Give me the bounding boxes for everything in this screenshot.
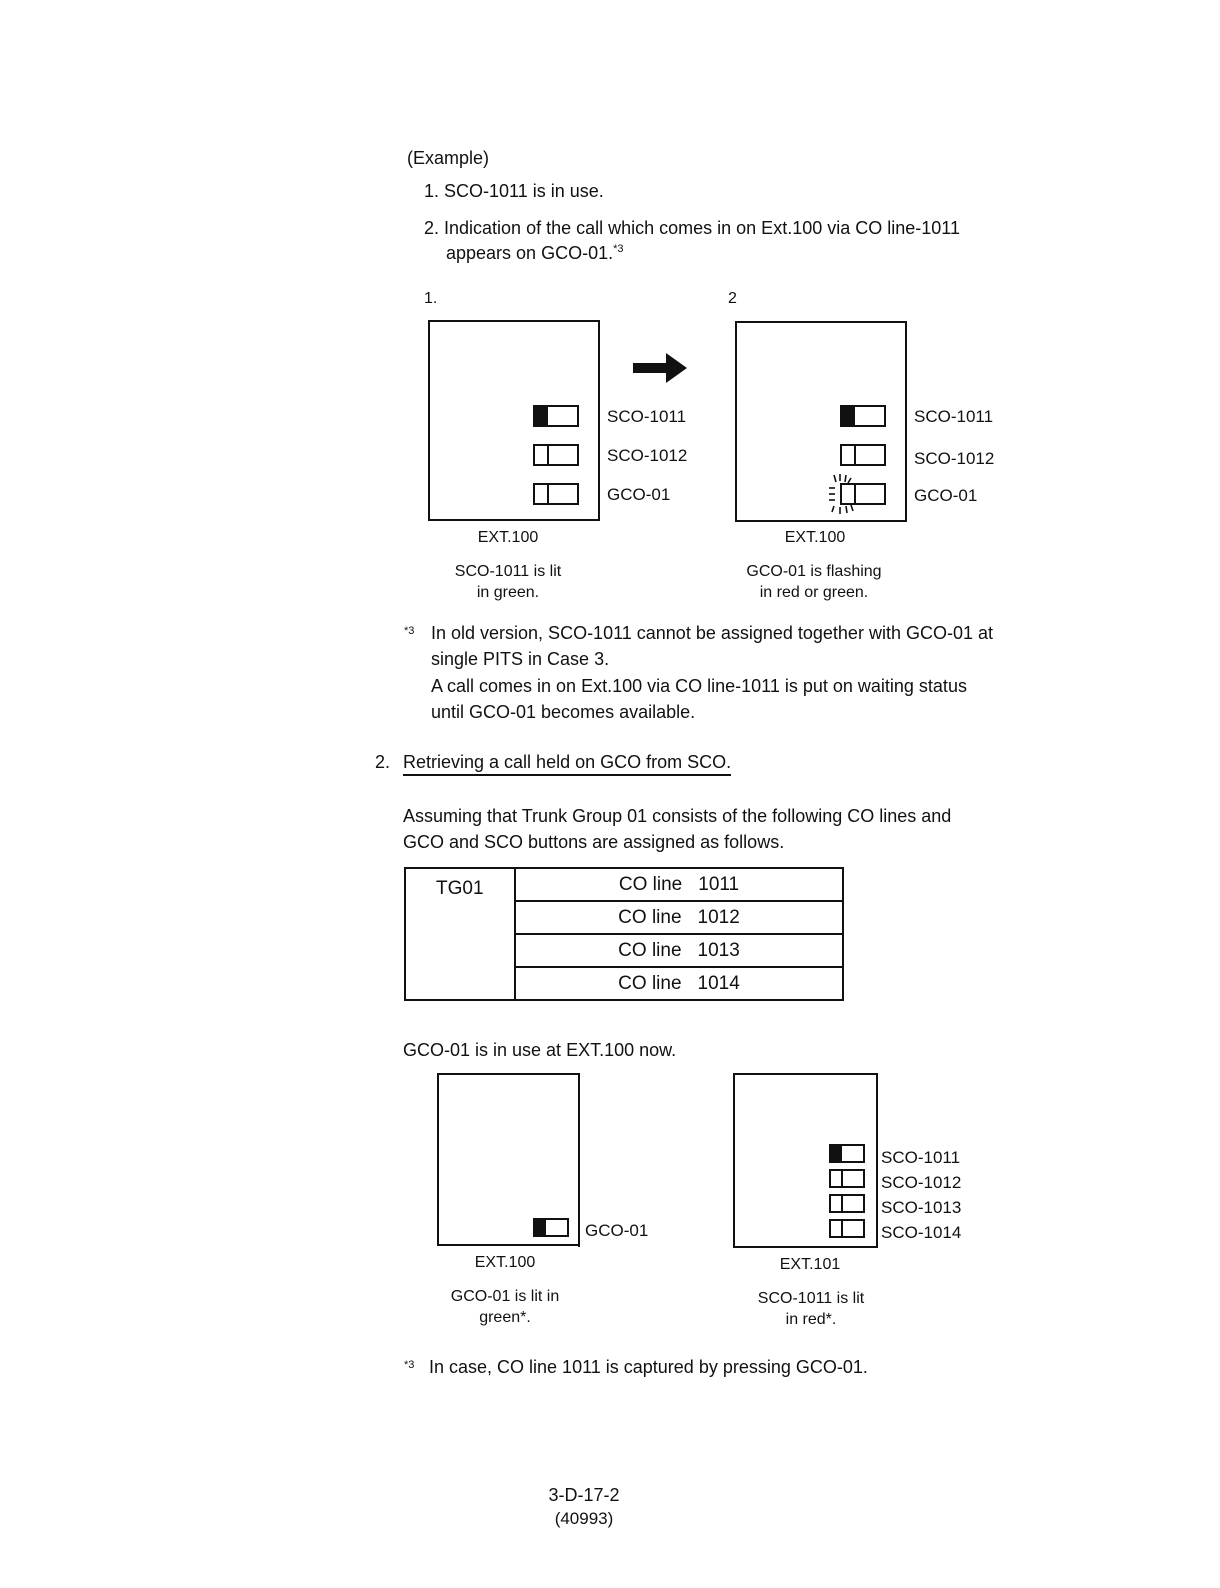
section-2-title-text: Retrieving a call held on GCO from SCO. xyxy=(403,752,731,776)
co-line-cell xyxy=(515,967,843,1000)
lamp-lit-indicator xyxy=(842,407,855,425)
label-divider xyxy=(876,1142,878,1247)
section-2-paragraph-line-2: GCO and SCO buttons are assigned as follows. xyxy=(403,832,785,852)
co-line-number: 1012 xyxy=(697,906,740,928)
ext-100-caption-line-2: green*. xyxy=(479,1309,531,1326)
button-label-sco-1014: SCO-1014 xyxy=(881,1223,962,1242)
example-item-2-line-1: 2. Indication of the call which comes in on Ext.100 via CO line-1011 xyxy=(424,218,960,238)
sco-1011-button-lit[interactable] xyxy=(829,1144,865,1163)
co-line-label: CO line xyxy=(618,873,683,895)
lamp-off-indicator xyxy=(841,1196,843,1211)
button-label-sco-1012: SCO-1012 xyxy=(914,449,995,468)
note-1-line-3: A call comes in on Ext.100 via CO line-1011 is put on waiting status xyxy=(431,676,967,696)
co-line-cell xyxy=(515,901,843,934)
lamp-lit-indicator xyxy=(831,1146,842,1161)
co-line-number: 1011 xyxy=(698,873,740,895)
lamp-lit-indicator xyxy=(535,1220,546,1235)
button-label-gco-01: GCO-01 xyxy=(914,486,978,505)
co-line-label: CO line xyxy=(618,906,682,928)
button-label-sco-1011: SCO-1011 xyxy=(607,407,687,426)
lamp-off-indicator xyxy=(841,1171,843,1186)
trunk-group-cell: TG01 xyxy=(405,868,515,1000)
sco-1013-button[interactable] xyxy=(829,1194,865,1213)
ext-101-label: EXT.101 xyxy=(779,1256,841,1273)
gco-01-button-lit[interactable] xyxy=(533,1218,569,1237)
panel-1-ext-label: EXT.100 xyxy=(477,529,539,546)
sco-1014-button[interactable] xyxy=(829,1219,865,1238)
button-label-sco-1012: SCO-1012 xyxy=(881,1173,962,1192)
ext-100-caption-line-1: GCO-01 is lit in xyxy=(450,1288,560,1305)
label-divider xyxy=(578,1205,580,1247)
trunk-group-table xyxy=(404,867,844,1001)
sco-1011-button-lit[interactable] xyxy=(840,405,886,427)
note-1-mark: *3 xyxy=(404,625,415,637)
ext-100-label: EXT.100 xyxy=(474,1254,536,1271)
panel-1-caption-line-2: in green. xyxy=(476,584,540,601)
co-line-number: 1014 xyxy=(697,972,740,994)
page-number: 3-D-17-2 xyxy=(548,1485,620,1505)
example-item-1: 1. SCO-1011 is in use. xyxy=(424,181,604,201)
table-row xyxy=(405,868,843,901)
sco-1012-button[interactable] xyxy=(829,1169,865,1188)
co-line-label: CO line xyxy=(618,939,682,961)
lamp-off-indicator xyxy=(854,446,856,464)
note-1-line-2: single PITS in Case 3. xyxy=(431,649,610,669)
co-line-label: CO line xyxy=(618,972,682,994)
lamp-off-indicator xyxy=(841,1221,843,1236)
lamp-off-indicator xyxy=(547,485,549,503)
button-label-gco-01: GCO-01 xyxy=(607,485,671,504)
note-1-line-4: until GCO-01 becomes available. xyxy=(431,702,696,722)
button-label-gco-01: GCO-01 xyxy=(585,1221,649,1240)
button-label-sco-1013: SCO-1013 xyxy=(881,1198,962,1217)
section-2-number: 2. xyxy=(375,752,391,772)
footnote-mark: *3 xyxy=(613,243,624,255)
co-line-cell xyxy=(515,868,843,901)
panel-2-number: 2 xyxy=(728,290,737,307)
ext-101-caption-line-1: SCO-1011 is lit xyxy=(757,1290,865,1307)
panel-2-caption-line-2: in red or green. xyxy=(759,584,869,601)
button-label-sco-1012: SCO-1012 xyxy=(607,446,688,465)
ext-101-caption-line-2: in red*. xyxy=(785,1311,837,1328)
document-code: (40993) xyxy=(554,1509,614,1528)
sco-1011-button-lit[interactable] xyxy=(533,405,579,427)
note-1-line-1: In old version, SCO-1011 cannot be assigned together with GCO-01 at xyxy=(431,623,993,643)
section-2-title xyxy=(403,752,731,773)
example-item-2-line-2: appears on GCO-01.$^{*3}$ xyxy=(446,243,624,263)
button-label-sco-1011: SCO-1011 xyxy=(881,1148,961,1167)
panel-1-caption-line-1: SCO-1011 is lit xyxy=(454,563,562,580)
button-label-sco-1011: SCO-1011 xyxy=(914,407,994,426)
sco-1012-button[interactable] xyxy=(533,444,579,466)
flashing-rays-icon xyxy=(826,472,858,516)
panel-2-ext-label: EXT.100 xyxy=(784,529,846,546)
lamp-lit-indicator xyxy=(535,407,548,425)
gco-01-button[interactable] xyxy=(533,483,579,505)
note-2-text: In case, CO line 1011 is captured by pressing GCO-01. xyxy=(429,1357,868,1377)
section-2-paragraph-line-1: Assuming that Trunk Group 01 consists of the following CO lines and xyxy=(403,806,952,826)
lamp-off-indicator xyxy=(547,446,549,464)
note-2-mark: *3 xyxy=(404,1359,415,1371)
co-line-cell xyxy=(515,934,843,967)
panel-1-number: 1. xyxy=(424,290,438,307)
sco-1012-button[interactable] xyxy=(840,444,886,466)
gco-status-text: GCO-01 is in use at EXT.100 now. xyxy=(403,1040,677,1060)
example-heading: (Example) xyxy=(407,148,490,168)
right-arrow-icon xyxy=(630,348,690,388)
co-line-number: 1013 xyxy=(697,939,740,961)
panel-2-caption-line-1: GCO-01 is flashing xyxy=(746,563,882,580)
